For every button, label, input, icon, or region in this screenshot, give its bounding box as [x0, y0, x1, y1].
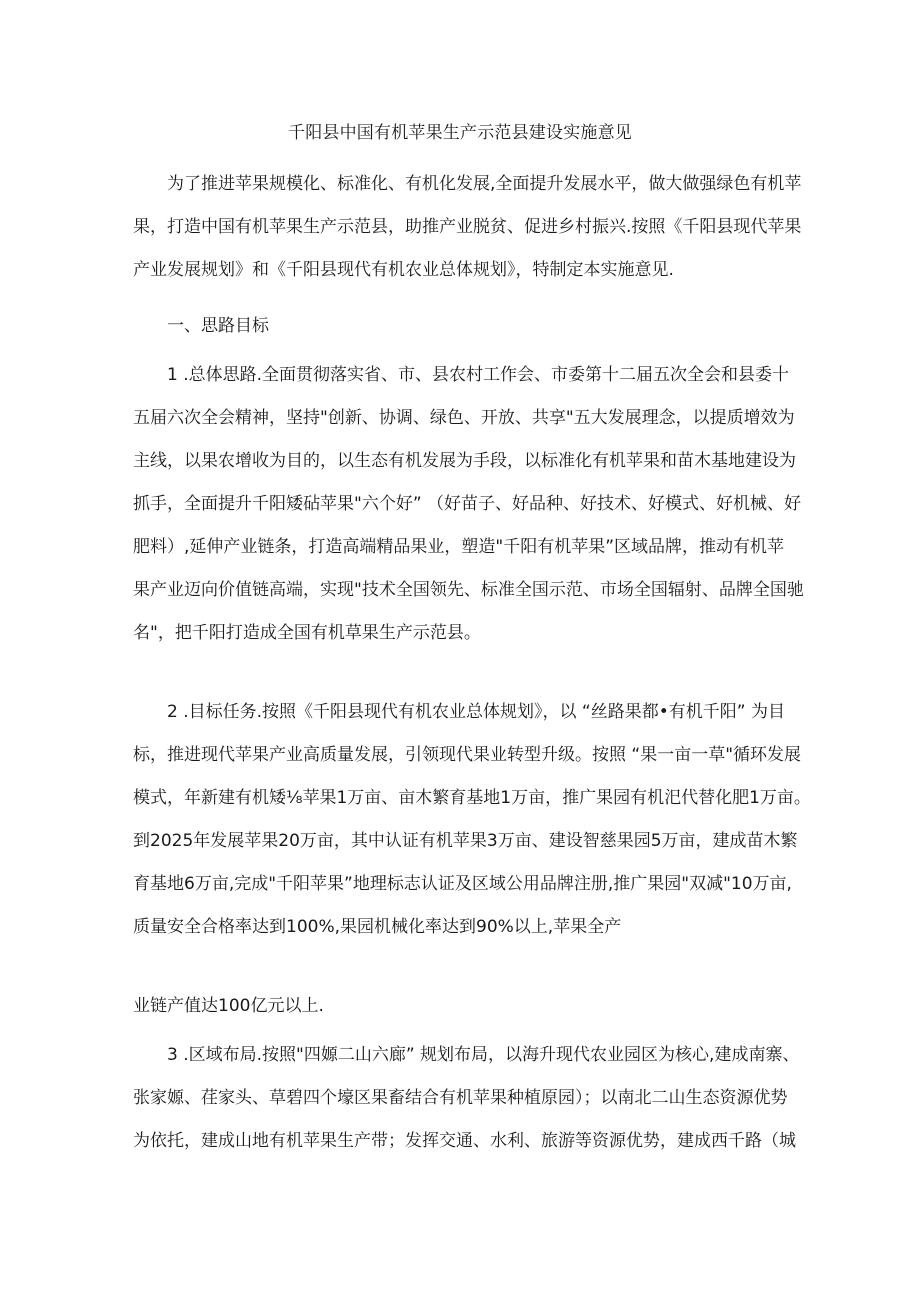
text-line: 1 .总体思路.全面贯彻落实省、市、县农村工作会、市委第十二届五次全会和县委十: [167, 365, 790, 385]
text-line: 3 .区域布局.按照"四嫄二山六廊” 规划布局，以海升现代农业园区为核心,建成南寨、: [167, 1045, 800, 1065]
paragraph-intro: [133, 163, 801, 292]
text-line: 果，打造中国有机苹果生产示范县，助推产业脱贫、促进乡村振兴.按照《千阳县现代苹果: [133, 217, 802, 237]
text-line: 张家嫄、荏家头、草碧四个壕区果畜结合有机苹果种植原园）；以南北二山生态资源优势: [133, 1088, 788, 1108]
paragraph-overall-thinking: [133, 354, 804, 655]
text-line: 业链产值达100亿元以上.: [133, 996, 324, 1016]
text-line: 为依托，建成山地有机苹果生产带；发挥交通、水利、旅游等资源优势，建成西千路（城: [133, 1131, 796, 1151]
text-line: 到2025年发展苹果20万亩，其中认证有机苹果3万亩、建设智慈果园5万亩，建成苗木繁: [133, 831, 798, 851]
text-line: 标，推进现代苹果产业高质量发展，引领现代果业转型升级。按照 “果一亩一草"循环发展: [133, 745, 802, 765]
text-line: 质量安全合格率达到100%,果园机械化率达到90%以上,苹果全产: [133, 917, 622, 937]
text-line: 五届六次全会精神，坚持"创新、协调、绿色、开放、共享"五大发展理念，以提质增效为: [133, 408, 795, 428]
section-heading: [133, 305, 801, 348]
paragraph-continuation: [133, 985, 801, 1028]
text-line: 为了推进苹果规模化、标准化、有机化发展,全面提升发展水平，做大做强绿色有机苹: [167, 174, 802, 194]
text-line: 一、思路目标: [167, 316, 269, 336]
text-line: 模式，年新建有机矮⅛苹果1万亩、亩木繁育基地1万亩，推广果园有机汜代替化肥1万亩。: [133, 788, 811, 808]
text-line: 2 .目标任务.按照《千阳县现代有机农业总体规划》，以 “丝路果都•有机千阳” 为目: [167, 702, 785, 722]
text-line: 抓手，全面提升千阳矮砧苹果"六个好” （好苗子、好品种、好技术、好模式、好机械、好: [133, 494, 802, 514]
text-line: 产业发展规划》和《千阳县现代有机农业总体规划》，特制定本实施意见.: [133, 260, 674, 280]
text-line: 育基地6万亩,完成"千阳苹果”地理标志认证及区域公用品牌注册,推广果园"双减"10万亩,: [133, 874, 792, 894]
paragraph-regional-layout: [133, 1034, 801, 1163]
text-line: 主线，以果农增收为目的，以生态有机发展为手段，以标准化有机苹果和苗木基地建设为: [133, 451, 796, 471]
text-line: 名"，把千阳打造成全国有机草果生产示范县。: [133, 623, 481, 643]
text-line: 果产业迈向价值链高端，实现"技术全国领先、标准全国示范、市场全国辐射、品牌全国驰: [133, 580, 804, 600]
document-title: 千阳县中国有机苹果生产示范县建设实施意见: [288, 123, 632, 143]
text-line: 肥料）,延伸产业链条，打造高端精品果业，塑造"千阳有机苹果”区域品牌，推动有机苹: [133, 537, 785, 557]
paragraph-targets: [133, 691, 811, 949]
